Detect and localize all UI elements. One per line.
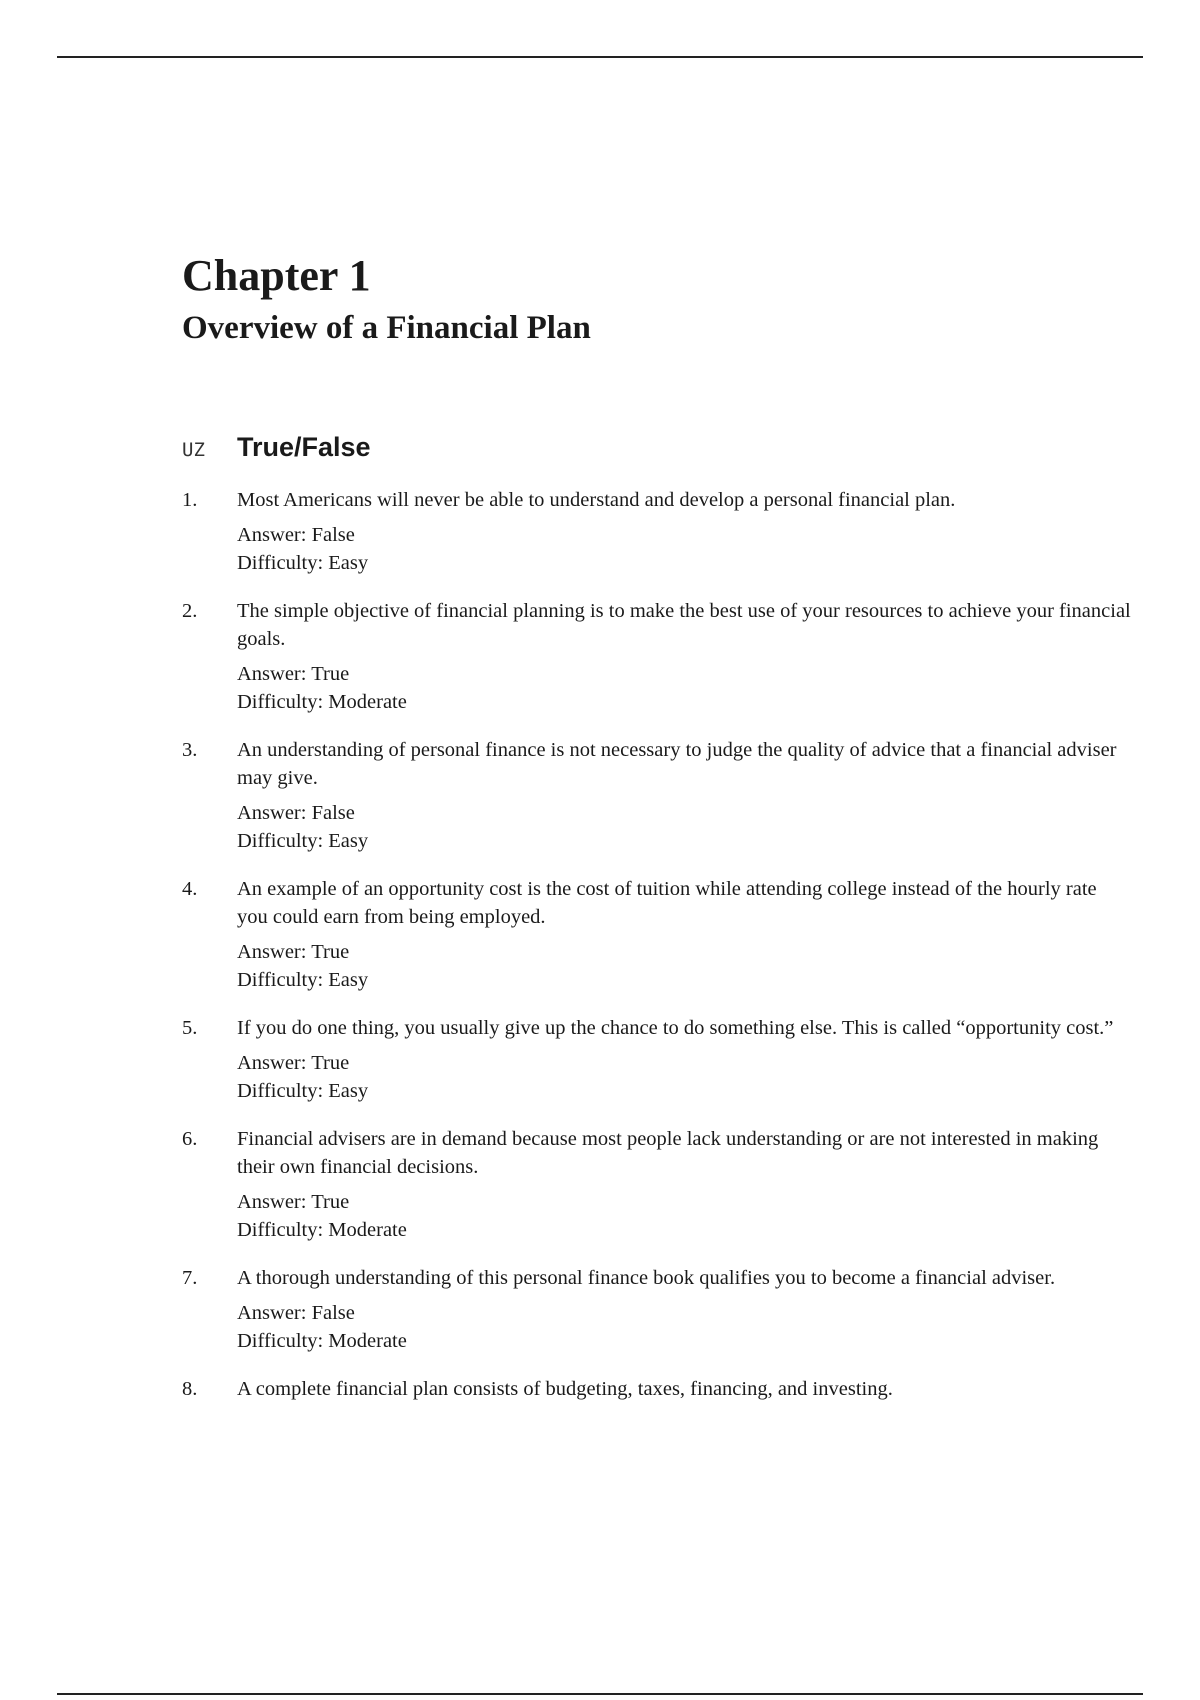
- chapter-subtitle: Overview of a Financial Plan: [182, 310, 591, 346]
- section-marker: UZ: [182, 439, 205, 461]
- question-text: Most Americans will never be able to understand and develop a personal financial plan.: [237, 489, 956, 511]
- question-text: A complete financial plan consists of budgeting, taxes, financing, and investing.: [237, 1378, 893, 1400]
- question-difficulty: Difficulty: Moderate: [237, 691, 407, 713]
- question-item: [182, 1014, 1132, 1105]
- question-number: 3.: [182, 739, 198, 761]
- question-text: A thorough understanding of this personal finance book qualifies you to become a financial adviser.: [237, 1267, 1056, 1289]
- question-number: 1.: [182, 489, 198, 511]
- question-text: An example of an opportunity cost is the cost of tuition while attending college instead of the hourly rate you could earn from being employed.: [237, 878, 1097, 928]
- question-answer: Answer: True: [237, 1191, 350, 1213]
- question-number: 5.: [182, 1017, 198, 1039]
- question-answer: Answer: False: [237, 1302, 355, 1324]
- question-item: [182, 1375, 1132, 1410]
- question-number: 2.: [182, 600, 198, 622]
- question-item: [182, 1125, 1132, 1244]
- question-answer: Answer: False: [237, 524, 355, 546]
- question-item: [182, 486, 1132, 577]
- top-rule: [57, 56, 1143, 58]
- question-item: [182, 597, 1132, 716]
- question-text: If you do one thing, you usually give up the chance to do something else. This is called “opportunity cost.”: [237, 1017, 1114, 1039]
- question-number: 7.: [182, 1267, 198, 1289]
- question-difficulty: Difficulty: Easy: [237, 969, 369, 991]
- question-text: The simple objective of financial planning is to make the best use of your resources to achieve your financial goals.: [237, 600, 1131, 650]
- question-answer: Answer: True: [237, 663, 350, 685]
- question-number: 4.: [182, 878, 198, 900]
- question-difficulty: Difficulty: Easy: [237, 830, 369, 852]
- question-item: [182, 736, 1132, 855]
- question-number: 6.: [182, 1128, 198, 1150]
- question-difficulty: Difficulty: Moderate: [237, 1219, 407, 1241]
- section-title: True/False: [237, 432, 371, 462]
- question-difficulty: Difficulty: Easy: [237, 1080, 369, 1102]
- question-text: Financial advisers are in demand because most people lack understanding or are not interested in making their own financial decisions.: [237, 1128, 1099, 1178]
- question-text: An understanding of personal finance is not necessary to judge the quality of advice that a financial adviser may give.: [237, 739, 1117, 789]
- question-answer: Answer: False: [237, 802, 355, 824]
- question-item: [182, 1264, 1132, 1355]
- question-list: [182, 486, 1132, 1430]
- question-answer: Answer: True: [237, 941, 350, 963]
- question-item: [182, 875, 1132, 994]
- question-number: 8.: [182, 1378, 198, 1400]
- question-answer: Answer: True: [237, 1052, 350, 1074]
- bottom-rule: [57, 1693, 1143, 1695]
- chapter-title: Chapter 1: [182, 251, 371, 300]
- section-heading: [182, 432, 371, 463]
- question-difficulty: Difficulty: Easy: [237, 552, 369, 574]
- question-difficulty: Difficulty: Moderate: [237, 1330, 407, 1352]
